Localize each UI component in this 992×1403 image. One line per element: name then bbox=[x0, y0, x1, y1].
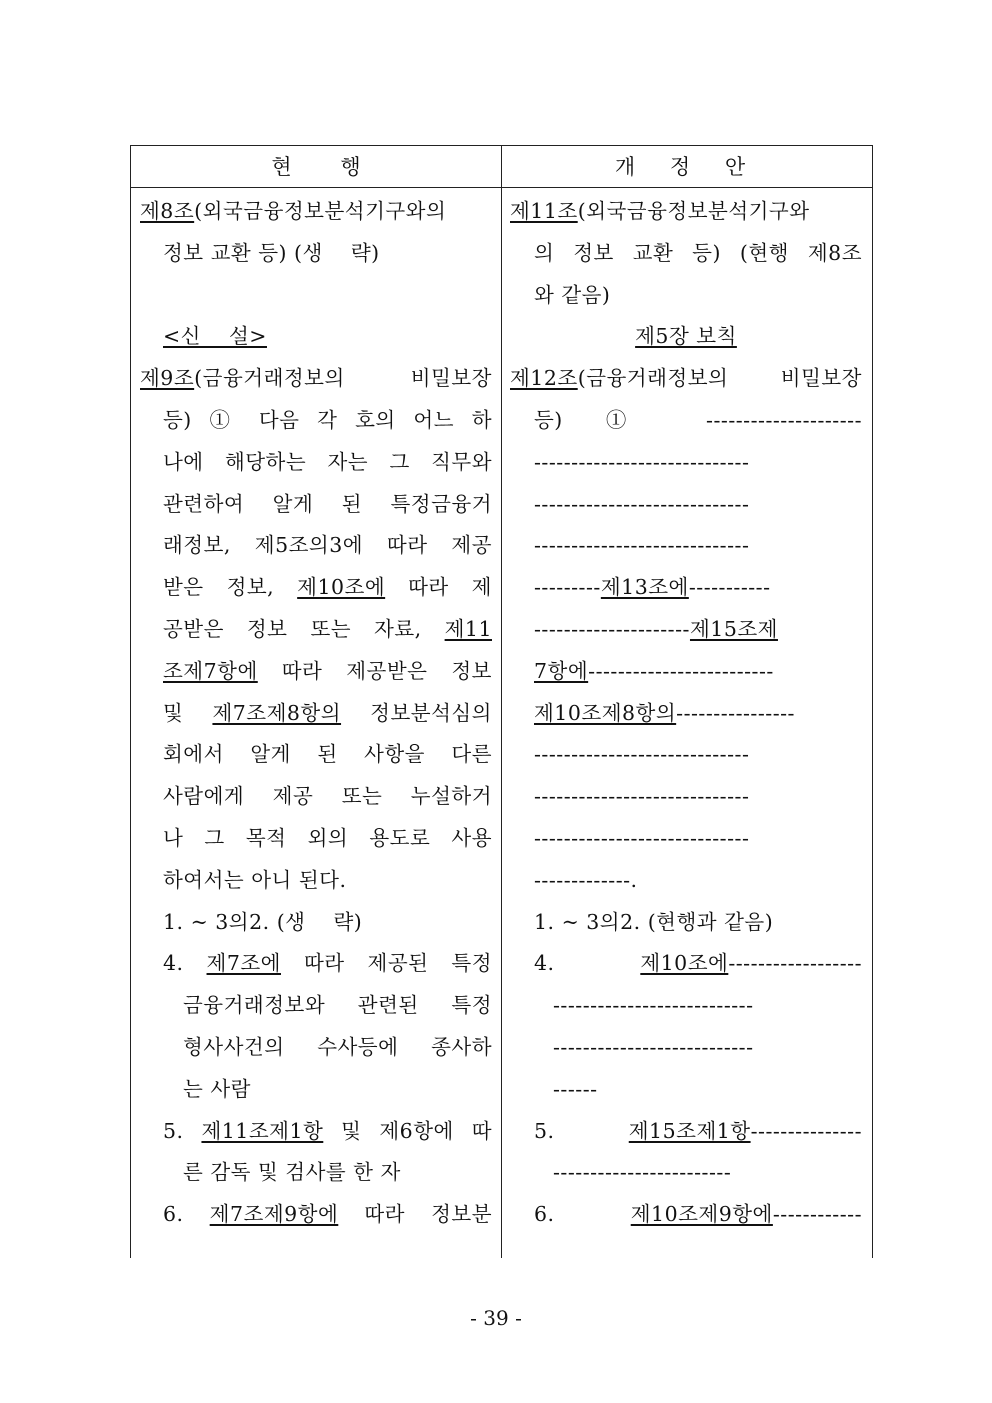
right-text-line bbox=[534, 775, 862, 817]
text-segment: (외국금융정보분석기구와의 bbox=[194, 199, 447, 223]
left-text-line bbox=[140, 357, 492, 399]
left-text-line bbox=[163, 232, 492, 274]
text-segment: ------------------ bbox=[728, 951, 862, 976]
table-middle-border bbox=[501, 145, 502, 1258]
text-segment: ----------------------------- bbox=[534, 449, 750, 474]
text-segment: 1. ~ 3의2. (생 략) bbox=[163, 909, 363, 934]
left-text-line bbox=[163, 315, 492, 357]
right-text-line bbox=[510, 315, 862, 357]
amended-reference: 제15조제 bbox=[689, 617, 778, 641]
text-segment: --------------------------- bbox=[553, 1035, 754, 1059]
left-text-line bbox=[163, 274, 492, 316]
text-segment: --------------------------- bbox=[553, 993, 754, 1018]
right-text-line bbox=[534, 817, 862, 859]
text-segment: 정보분석심의 bbox=[341, 700, 492, 725]
amended-reference: 제13조에 bbox=[600, 575, 689, 600]
text-segment: (금융거래정보의 비밀보장 bbox=[577, 366, 862, 391]
text-segment: ------------------------- bbox=[588, 658, 774, 683]
text-segment: ----------------------------- bbox=[534, 784, 750, 809]
amended-reference: 제10조에 bbox=[640, 951, 729, 976]
header-proposed: 개 정 안 bbox=[614, 155, 760, 179]
text-segment: 사람에게 제공 또는 누설하거 bbox=[163, 784, 492, 809]
amended-reference: 제7조에 bbox=[206, 951, 281, 976]
text-segment: ----------- bbox=[688, 575, 771, 600]
right-text-line bbox=[510, 190, 862, 232]
text-segment: 6. bbox=[163, 1202, 210, 1227]
right-text-line bbox=[534, 274, 862, 316]
text-segment: 정보 교환 등) (생 략) bbox=[163, 240, 380, 265]
text-segment: 형사사건의 수사등에 종사하 bbox=[183, 1035, 492, 1059]
text-segment: 5. bbox=[163, 1118, 202, 1143]
text-segment: 의 정보 교환 등) (현행 제8조 bbox=[534, 240, 862, 265]
left-text-line bbox=[163, 566, 492, 608]
text-segment: ----------------------------- bbox=[534, 491, 750, 516]
left-text-line bbox=[163, 1193, 492, 1235]
right-text-line bbox=[534, 901, 862, 943]
left-text-line bbox=[163, 524, 492, 566]
left-text-line bbox=[183, 1151, 492, 1193]
text-segment: 따라 제 bbox=[385, 575, 492, 600]
text-segment: 관련하여 알게 된 특정금융거 bbox=[163, 491, 492, 516]
text-segment: ----------------------------- bbox=[534, 826, 750, 850]
amended-reference: <신 설> bbox=[163, 324, 267, 349]
text-segment: 른 감독 및 검사를 한 자 bbox=[183, 1160, 401, 1185]
amended-reference: 조제7항에 bbox=[163, 658, 258, 683]
text-segment: 회에서 알게 된 사항을 다른 bbox=[163, 742, 492, 767]
left-text-line bbox=[163, 733, 492, 775]
left-text-line bbox=[183, 1068, 492, 1110]
text-segment: 및 bbox=[163, 700, 213, 725]
text-segment: -------------. bbox=[534, 867, 638, 892]
text-segment: 공받은 정보 또는 자료, bbox=[163, 617, 445, 641]
text-segment: 따라 제공받은 정보 bbox=[257, 658, 492, 683]
text-segment: ------------ bbox=[772, 1202, 862, 1227]
text-segment: ------------------------ bbox=[553, 1160, 732, 1185]
amended-reference: 제12조 bbox=[510, 366, 578, 391]
left-text-line bbox=[163, 775, 492, 817]
text-segment: 받은 정보, bbox=[163, 575, 298, 600]
left-text-line bbox=[163, 608, 492, 650]
amended-reference: 7항에 bbox=[534, 658, 589, 683]
header-current: 현 행 bbox=[271, 155, 361, 179]
right-text-line bbox=[534, 566, 862, 608]
right-text-line bbox=[534, 650, 862, 692]
text-segment: 래정보, 제5조의3에 따라 제공 bbox=[163, 533, 492, 558]
right-text-line bbox=[534, 733, 862, 775]
right-text-line bbox=[534, 608, 862, 650]
right-text-line bbox=[534, 859, 862, 901]
text-segment: 등) ① --------------------- bbox=[534, 408, 862, 432]
left-text-line bbox=[163, 817, 492, 859]
left-text-line bbox=[163, 650, 492, 692]
right-text-line bbox=[553, 1151, 862, 1193]
amended-reference: 제8조 bbox=[140, 199, 195, 223]
amended-reference: 제11 bbox=[444, 617, 492, 641]
right-text-line bbox=[553, 1026, 862, 1068]
left-text-line bbox=[140, 190, 492, 232]
text-segment: 는 사람 bbox=[183, 1076, 251, 1101]
amended-reference: 제5장 보칙 bbox=[635, 324, 737, 349]
amended-reference: 제10조제8항의 bbox=[534, 700, 677, 725]
left-text-line bbox=[163, 901, 492, 943]
text-segment: ----------------------------- bbox=[534, 533, 750, 558]
text-segment: 금융거래정보와 관련된 특정 bbox=[183, 993, 492, 1018]
text-segment: 와 같음) bbox=[534, 282, 611, 307]
left-text-line bbox=[163, 399, 492, 441]
text-segment: 4. bbox=[534, 951, 641, 976]
text-segment: 6. bbox=[534, 1202, 631, 1227]
text-segment: ----------------------------- bbox=[534, 742, 750, 767]
amended-reference: 제15조제1항 bbox=[628, 1118, 751, 1143]
amended-reference: 제10조에 bbox=[297, 575, 386, 600]
amended-reference: 제11조 bbox=[510, 199, 578, 223]
text-segment: 5. bbox=[534, 1118, 629, 1143]
right-text-line bbox=[510, 357, 862, 399]
text-segment: --------- bbox=[534, 575, 601, 600]
right-text-line bbox=[534, 399, 862, 441]
text-segment: (금융거래정보의 비밀보장 bbox=[194, 366, 492, 391]
amended-reference: 제7조제9항에 bbox=[209, 1202, 339, 1227]
amended-reference: 제7조제8항의 bbox=[212, 700, 342, 725]
table-left-border bbox=[130, 145, 131, 1258]
text-segment: ------ bbox=[553, 1076, 598, 1101]
left-text-line bbox=[183, 1026, 492, 1068]
left-text-line bbox=[163, 483, 492, 525]
amended-reference: 제9조 bbox=[140, 366, 195, 391]
table-right-border bbox=[872, 145, 873, 1258]
text-segment: 나 그 목적 외의 용도로 사용 bbox=[163, 826, 492, 850]
right-text-line bbox=[534, 232, 862, 274]
text-segment: 4. bbox=[163, 951, 207, 976]
text-segment: 따라 정보분 bbox=[338, 1202, 492, 1227]
left-text-line bbox=[163, 1110, 492, 1152]
text-segment: (외국금융정보분석기구와 bbox=[577, 199, 810, 223]
text-segment: 1. ~ 3의2. (현행과 같음) bbox=[534, 909, 774, 934]
page-number: - 39 - bbox=[470, 1306, 522, 1330]
left-text-line bbox=[163, 942, 492, 984]
text-segment: --------------------- bbox=[534, 617, 690, 641]
left-text-line bbox=[163, 859, 492, 901]
right-text-line bbox=[534, 692, 862, 734]
right-text-line bbox=[534, 441, 862, 483]
right-text-line bbox=[534, 524, 862, 566]
text-segment: --------------- bbox=[750, 1118, 862, 1143]
text-segment: ---------------- bbox=[676, 700, 795, 725]
text-segment: 및 제6항에 따 bbox=[323, 1118, 493, 1143]
left-text-line bbox=[163, 692, 492, 734]
right-text-line bbox=[534, 483, 862, 525]
right-text-line bbox=[534, 942, 862, 984]
right-text-line bbox=[553, 984, 862, 1026]
amended-reference: 제10조제9항에 bbox=[630, 1202, 773, 1227]
amended-reference: 제11조제1항 bbox=[201, 1118, 324, 1143]
right-text-line bbox=[534, 1110, 862, 1152]
text-segment: 하여서는 아니 된다. bbox=[163, 867, 347, 892]
text-segment: 등) ① 다음 각 호의 어느 하 bbox=[163, 408, 492, 432]
text-segment: 나에 해당하는 자는 그 직무와 bbox=[163, 449, 492, 474]
right-text-line bbox=[553, 1068, 862, 1110]
right-text-line bbox=[534, 1193, 862, 1235]
left-text-line bbox=[163, 441, 492, 483]
text-segment: 따라 제공된 특정 bbox=[280, 951, 493, 976]
left-text-line bbox=[183, 984, 492, 1026]
